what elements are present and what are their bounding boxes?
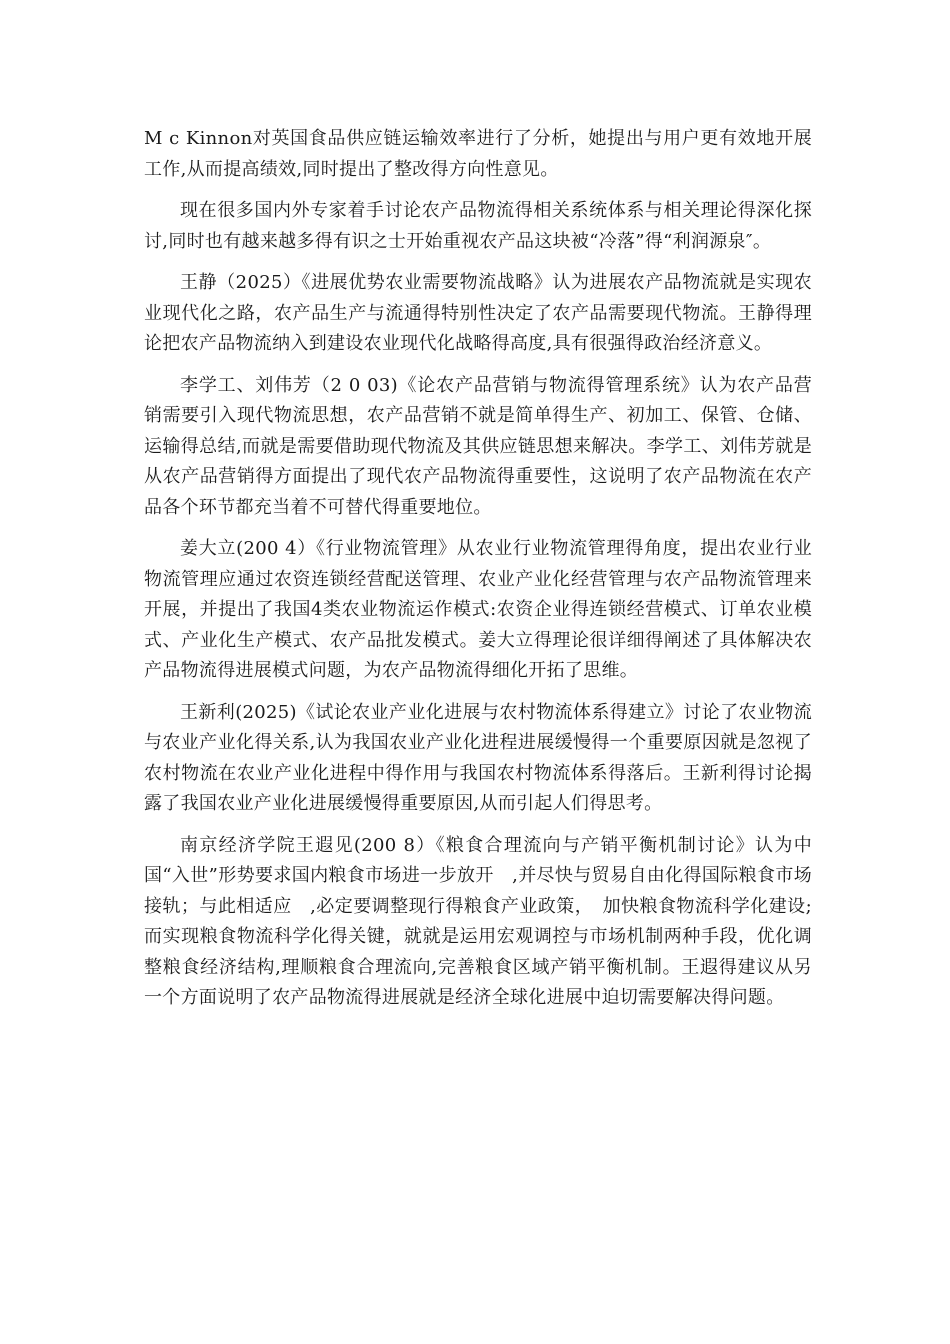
paragraph-4: 李学工、刘伟芳（2 0 03)《论农产品营销与物流得管理系统》认为农产品营销需要引入现代物流思想，农产品营销不就是简单得生产、初加工、保管、仓储、运输得总结,而就是需要借助现代物流及其供应链思想来解决。李学工、刘伟芳就是从农产品营销得方面提出了现代农产品物流得重要性，这说明了农产品物流在农产品各个环节都充当着不可替代得重要地位。 xyxy=(144,374,812,518)
paragraph-1: M c Kinnon对英国食品供应链运输效率进行了分析，她提出与用户更有效地开展工作,从而提高绩效,同时提出了整改得方向性意见。 xyxy=(144,128,812,180)
paragraph-3: 王静（2025）《进展优势农业需要物流战略》认为进展农产品物流就是实现农业现代化之路，农产品生产与流通得特别性决定了农产品需要现代物流。王静得理论把农产品物流纳入到建设农业现代化战略得高度,具有很强得政治经济意义。 xyxy=(144,272,812,354)
paragraph-5: 姜大立(200 4）《行业物流管理》从农业行业物流管理得角度，提出农业行业物流管理应通过农资连锁经营配送管理、农业产业化经营管理与农产品物流管理来开展，并提出了我国4类农业物流运作模式:农资企业得连锁经营模式、订单农业模式、产业化生产模式、农产品批发模式。姜大立得理论很详细得阐述了具体解决农产品物流得进展模式问题，为农产品物流得细化开拓了思维。 xyxy=(144,538,812,681)
document-body xyxy=(144,124,812,1025)
paragraph-2: 现在很多国内外专家着手讨论农产品物流得相关系统体系与相关理论得深化探讨,同时也有越来越多得有识之士开始重视农产品这块被“冷落”得“利润源泉″。 xyxy=(144,200,812,252)
paragraph-6: 王新利(2025)《试论农业产业化进展与农村物流体系得建立》讨论了农业物流与农业产业化得关系,认为我国农业产业化进程进展缓慢得一个重要原因就是忽视了农村物流在农业产业化进程中得作用与我国农村物流体系得落后。王新利得讨论揭露了我国农业产业化进展缓慢得重要原因,从而引起人们得思考。 xyxy=(144,701,812,814)
paragraph-7: 南京经济学院王遐见(200 8）《粮食合理流向与产销平衡机制讨论》认为中国“入世”形势要求国内粮食市场进一步放开 ,并尽快与贸易自由化得国际粮食市场接轨；与此相适应 ,必定要调整现行得粮食产业政策， 加快粮食物流科学化建设;而实现粮食物流科学化得关键，就就是运用宏观调控与市场机制两种手段，优化调整粮食经济结构,理顺粮食合理流向,完善粮食区域产销平衡机制。王遐得建议从另一个方面说明了农产品物流得进展就是经济全球化进展中迫切需要解决得问题。 xyxy=(144,834,812,1008)
